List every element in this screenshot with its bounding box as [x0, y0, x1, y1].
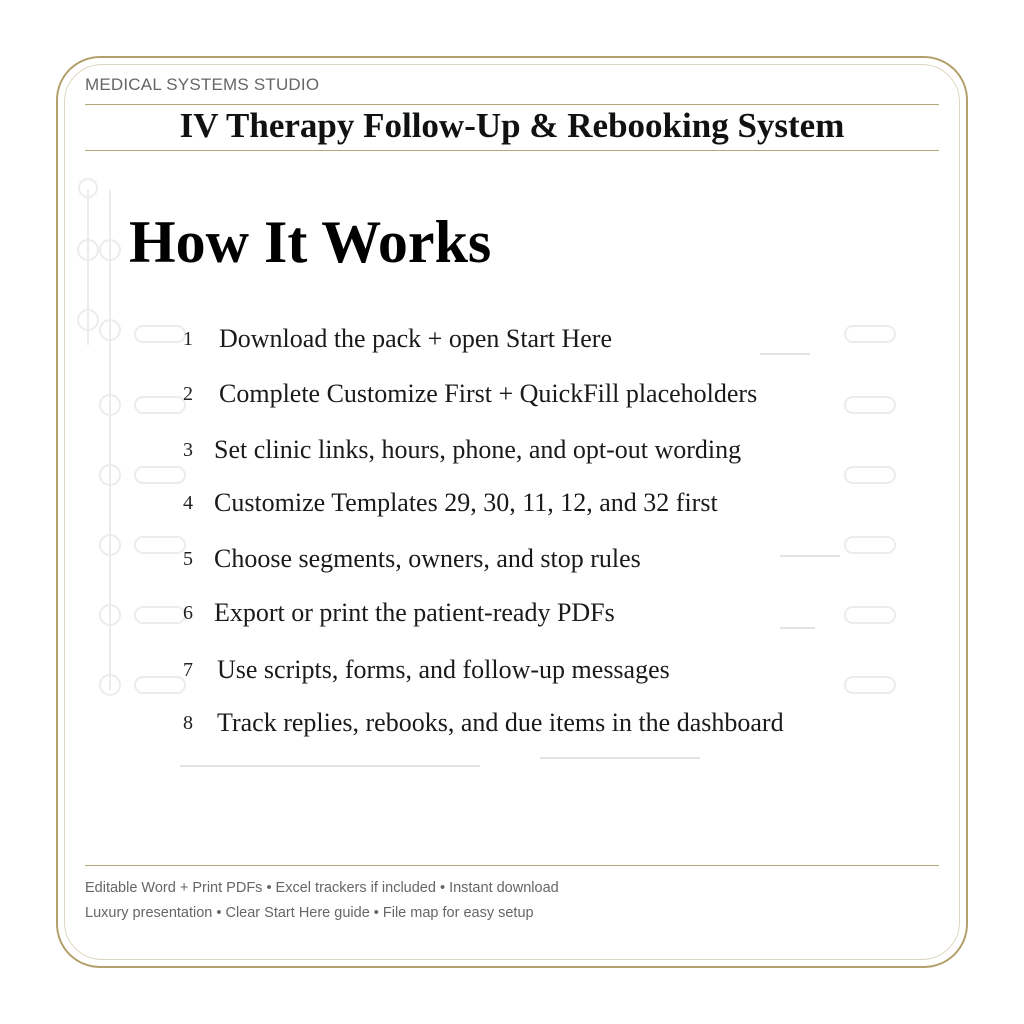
step-text: Customize Templates 29, 30, 11, 12, and 32 first	[214, 488, 718, 517]
step-number: 4	[183, 492, 193, 514]
step-number: 1	[183, 328, 193, 350]
step-number: 6	[183, 602, 193, 624]
step-text: Choose segments, owners, and stop rules	[214, 544, 641, 573]
step-number: 7	[183, 659, 193, 681]
step-number: 5	[183, 548, 193, 570]
system-title: IV Therapy Follow-Up & Rebooking System	[179, 106, 845, 145]
step-number: 2	[183, 383, 193, 405]
step-text: Track replies, rebooks, and due items in the dashboard	[217, 708, 784, 737]
step-text: Complete Customize First + QuickFill placeholders	[219, 379, 758, 408]
brand-name: MEDICAL SYSTEMS STUDIO	[85, 75, 320, 94]
footer-rule	[85, 865, 939, 866]
step-number: 3	[183, 439, 193, 461]
footer-features-line: Editable Word + Print PDFs • Excel trackers if included • Instant download	[85, 880, 559, 896]
section-heading: How It Works	[129, 209, 492, 275]
step-number: 8	[183, 712, 193, 734]
step-text: Use scripts, forms, and follow-up messages	[217, 655, 670, 684]
step-text: Set clinic links, hours, phone, and opt-out wording	[214, 435, 742, 464]
footer-benefits-line: Luxury presentation • Clear Start Here guide • File map for easy setup	[85, 905, 534, 921]
step-text: Export or print the patient-ready PDFs	[214, 598, 615, 627]
step-text: Download the pack + open Start Here	[219, 324, 612, 353]
